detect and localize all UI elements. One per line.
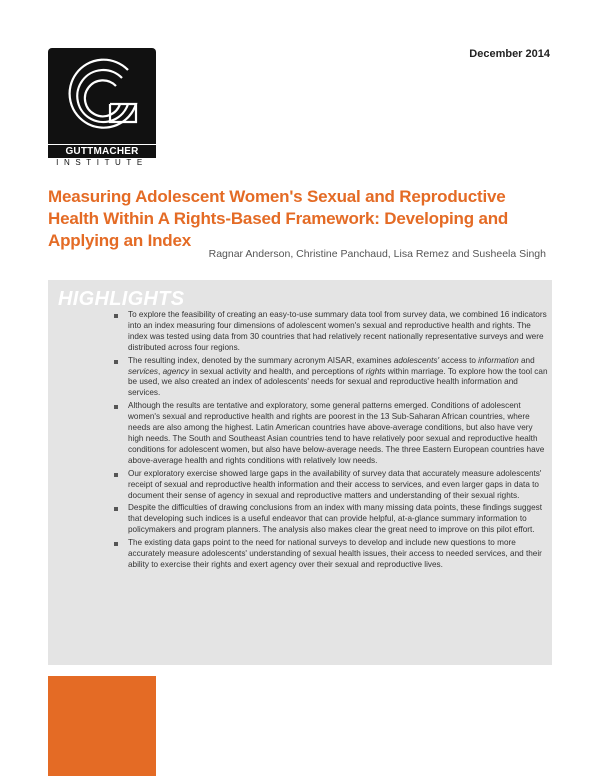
highlight-item bbox=[122, 503, 550, 536]
highlight-text: within marriage. To explore how the tool can be used, we also created an index of adolescents' needs for sexual and reproductive health information and services. bbox=[128, 366, 548, 398]
highlight-item bbox=[122, 538, 550, 571]
bullet-square-icon bbox=[114, 473, 118, 477]
highlight-text: and bbox=[518, 355, 535, 365]
authors: Ragnar Anderson, Christine Panchaud, Lisa Remez and Susheela Singh bbox=[208, 248, 546, 260]
highlights-panel bbox=[48, 280, 552, 665]
highlight-text: agency bbox=[162, 366, 189, 376]
highlight-text: in sexual activity and health, and perceptions of bbox=[189, 366, 366, 376]
bullet-square-icon bbox=[114, 314, 118, 318]
highlight-text: The existing data gaps point to the need for national surveys to develop and include new questions to more accurately measure adolescents' understanding of sexual health issues, their access to needed services, and their ability to exercise their rights and exert agency over their sexual and reproductive lives. bbox=[128, 538, 542, 569]
highlight-text: , bbox=[158, 366, 163, 376]
highlight-text: Our exploratory exercise showed large gaps in the availability of survey data that accurately measure adolescents' receipt of sexual and reproductive health information and their access to services, and even larger gaps in data to document their sense of agency in sexual and reproductive matters and understanding of their sexual rights. bbox=[128, 468, 542, 500]
orange-accent-block bbox=[48, 676, 156, 776]
highlight-item bbox=[122, 310, 550, 354]
highlight-item bbox=[122, 469, 550, 502]
highlight-text: adolescents' bbox=[393, 355, 440, 365]
bullet-square-icon bbox=[114, 507, 118, 511]
highlight-text: information bbox=[478, 355, 519, 365]
highlight-text: Although the results are tentative and exploratory, some general patterns emerged. Conditions of adolescent women's sexual and reproductive health and rights are poorest in the 13 Sub-Saharan African countries, where needs are also among the highest. Latin American countries have above-average conditions, but also have very high needs. The South and Southeast Asian countries tend to have relatively poor sexual and reproductive health conditions for adolescent women, but also have below-average needs. The three Eastern European countries have above-average health and rights conditions with relatively low needs. bbox=[128, 401, 545, 465]
highlight-item bbox=[122, 401, 550, 466]
highlights-list bbox=[122, 310, 550, 573]
logo-subtitle: INSTITUTE bbox=[56, 158, 148, 167]
bullet-square-icon bbox=[114, 405, 118, 409]
highlights-heading: HIGHLIGHTS bbox=[58, 288, 185, 310]
logo-name: GUTTMACHER bbox=[48, 145, 156, 158]
highlight-text: The resulting index, denoted by the summary acronym AISAR, examines bbox=[128, 355, 394, 365]
highlight-text: To explore the feasibility of creating an easy-to-use summary data tool from survey data, we combined 16 indicators into an index measuring four dimensions of adolescent women's sexual and reproductive health and rights. The index was tested using data from 30 countries that had relatively recent nationally representative surveys and were distributed across four regions. bbox=[128, 310, 547, 352]
guttmacher-g-logo-icon bbox=[48, 48, 156, 144]
logo bbox=[48, 48, 156, 166]
date: December 2014 bbox=[469, 48, 550, 60]
highlight-text: rights bbox=[365, 366, 386, 376]
highlight-text: Despite the difficulties of drawing conclusions from an index with many missing data points, these findings suggest that developing such indices is a useful endeavor that can provide helpful, at-a-glance summary information to policymakers and program planners. The analysis also makes clear the great need to improve on this pilot effort. bbox=[128, 503, 542, 535]
document-title: Measuring Adolescent Women's Sexual and Reproductive Health Within A Rights-Based Framework: Developing and Applying an Index bbox=[48, 187, 509, 250]
bullet-square-icon bbox=[114, 360, 118, 364]
bullet-square-icon bbox=[114, 542, 118, 546]
highlight-text: services bbox=[128, 366, 159, 376]
highlight-text: access to bbox=[439, 355, 479, 365]
highlight-item bbox=[122, 356, 550, 400]
